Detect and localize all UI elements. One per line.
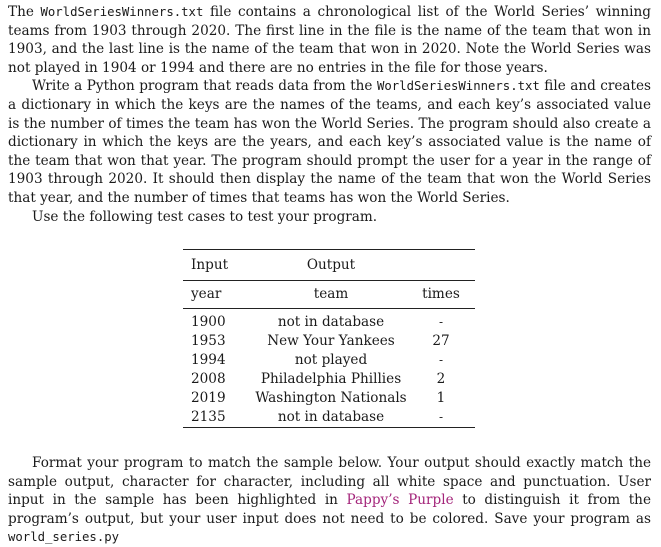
subheader-year: year	[183, 281, 251, 309]
test-cases-table	[183, 249, 475, 428]
table-row: 1994 not played -	[191, 352, 444, 369]
format-paragraph: Format your program to match the sample below. Your output should exactly match the sample output, character for character, including all white space and punctuation. User input in the sample has been highlighted in Pappy’s Purple to distinguish it from the program’s output, but your user input does not need to be colored. Save your program as world_series.py	[8, 455, 651, 545]
table-subheader-row	[183, 281, 475, 309]
filename-code: WorldSeriesWinners.txt	[40, 5, 204, 19]
table-row: 2135 not in database -	[183, 408, 475, 428]
intro-paragraph: The WorldSeriesWinners.txt file contains a chronological list of the World Series’ winning teams from 1903 through 2020. The first line in the file is the name of the team that won in 1903, and the last line is the name of the team that won in 2020. Note the World Series was not played in 1904 or 1994 and there are no entries in the file for those years.	[8, 4, 651, 76]
subheader-team: team	[251, 281, 411, 309]
table-header-row	[183, 250, 475, 281]
format-instructions	[8, 454, 651, 547]
requirements-paragraph: Write a Python program that reads data from the WorldSeriesWinners.txt file and creates a dictionary in which the keys are the names of the teams, and each key’s associated value is the number of times the team has won the World Series. The program should also create a dictionary in which the keys are the years, and each key’s associated value is the name of the team that won that year. The program should prompt the user for a year in the range of 1903 through 2020. It should then display the name of the team that won the World Series that year, and the number of times that teams has won the World Series.	[8, 78, 651, 206]
highlight-color-name: Pappy’s Purple	[346, 492, 454, 509]
filename-code: WorldSeriesWinners.txt	[376, 79, 540, 94]
table-row: 2019 Washington Nationals 1	[191, 390, 446, 407]
filename-code: world_series.py	[8, 530, 120, 545]
header-input: Input	[183, 250, 251, 281]
test-cases-intro: Use the following test cases to test your program.	[32, 208, 378, 225]
table-row: 1953 New Your Yankees 27	[191, 333, 450, 350]
table-row: 2008 Philadelphia Phillies 2	[191, 371, 446, 388]
subheader-times: times	[411, 281, 475, 309]
header-output: Output	[251, 250, 475, 281]
table-row: 1900 not in database -	[191, 314, 444, 331]
